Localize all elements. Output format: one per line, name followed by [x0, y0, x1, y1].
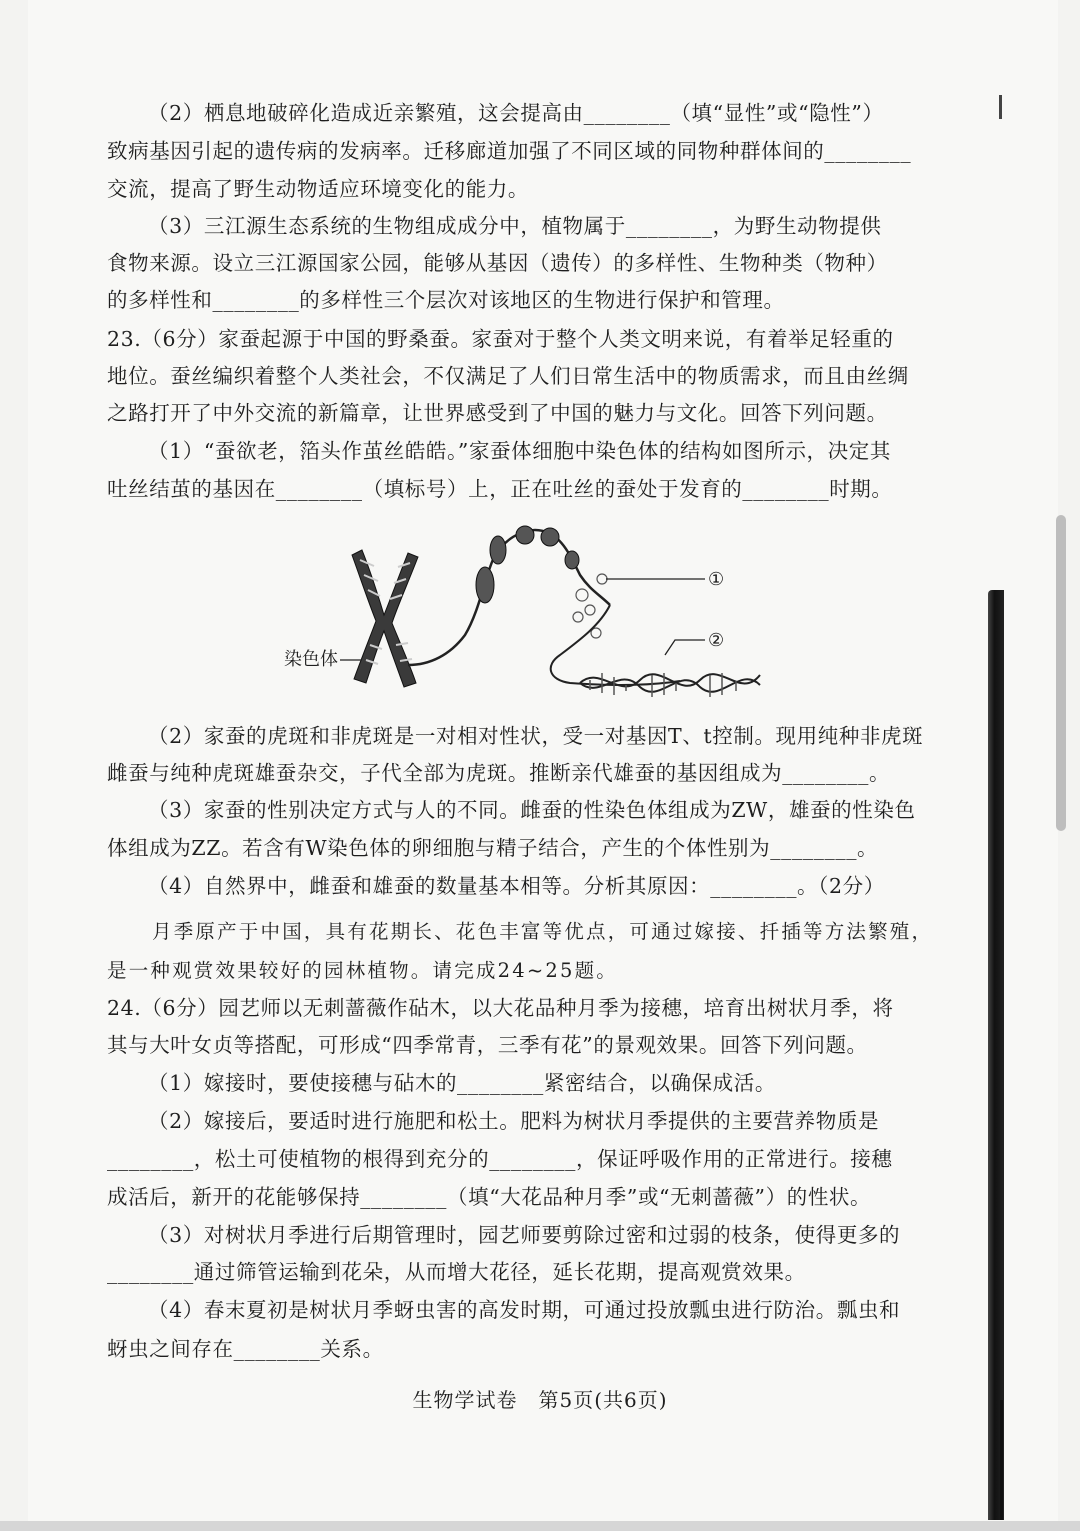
chromosome-structure-figure — [280, 515, 780, 705]
label-chromosome: 染色体 — [284, 649, 338, 670]
page-edge-mark — [999, 95, 1002, 119]
intro-line-1: 月季原产于中国，具有花期长、花色丰富等优点，可通过嫁接、扦插等方法繁殖， — [152, 920, 934, 943]
q22-2-line-2: 致病基因引起的遗传病的发病率。迁移廊道加强了不同区域的同物种群体间的________ — [107, 139, 912, 163]
q22-3-line-2: 食物来源。设立三江源国家公园，能够从基因（遗传）的多样性、生物种类（物种） — [107, 251, 888, 275]
q23-3-line-2: 体组成为ZZ。若含有W染色体的卵细胞与精子结合，产生的个体性别为________。 — [107, 836, 879, 860]
page-edge-shadow — [988, 590, 1004, 1520]
q22-2-line-3: 交流，提高了野生动物适应环境变化的能力。 — [107, 177, 529, 201]
q24-stem-line-2: 其与大叶女贞等搭配，可形成“四季常青，三季有花”的景观效果。回答下列问题。 — [107, 1033, 868, 1057]
q24-3-line-1: （3）对树状月季进行后期管理时，园艺师要剪除过密和过弱的枝条，使得更多的 — [148, 1223, 901, 1247]
bottom-bar — [0, 1521, 1080, 1531]
scrollbar-thumb[interactable] — [1056, 515, 1066, 831]
q23-1-line-1: （1）“蚕欲老，箔头作茧丝皓皓。”家蚕体细胞中染色体的结构如图所示，决定其 — [148, 439, 891, 463]
q24-1-line: （1）嫁接时，要使接穗与砧木的________紧密结合，以确保成活。 — [148, 1071, 776, 1095]
q23-stem-line-2: 地位。蚕丝编织着整个人类社会，不仅满足了人们日常生活中的物质需求，而且由丝绸 — [107, 364, 909, 388]
q23-stem-line-1: 23.（6分）家蚕起源于中国的野桑蚕。家蚕对于整个人类文明来说，有着举足轻重的 — [107, 327, 894, 351]
chromosome-x-shape — [352, 550, 418, 687]
label-marker-1: ① — [708, 569, 725, 590]
q23-3-line-1: （3）家蚕的性别决定方式与人的不同。雌蚕的性染色体组成为ZW，雄蚕的性染色 — [148, 798, 916, 822]
q24-4-line-2: 蚜虫之间存在________关系。 — [107, 1337, 384, 1361]
page-edge-line — [1000, 1400, 1003, 1520]
q23-stem-line-3: 之路打开了中外交流的新篇章，让世界感受到了中国的魅力与文化。回答下列问题。 — [107, 401, 888, 425]
q22-3-line-1: （3）三江源生态系统的生物组成成分中，植物属于________，为野生动物提供 — [148, 214, 882, 238]
q24-stem-line-1: 24.（6分）园艺师以无刺蔷薇作砧木，以大花品种月季为接穗，培育出树状月季，将 — [107, 996, 894, 1020]
q23-2-line-1: （2）家蚕的虎斑和非虎斑是一对相对性状，受一对基因T、t控制。现用纯种非虎斑 — [148, 724, 924, 748]
q24-4-line-1: （4）春末夏初是树状月季蚜虫害的高发时期，可通过投放瓢虫进行防治。瓢虫和 — [148, 1298, 901, 1322]
q24-2-line-3: 成活后，新开的花能够保持________（填“大花品种月季”或“无刺蔷薇”）的性状。 — [107, 1185, 872, 1209]
q23-1-line-2: 吐丝结茧的基因在________（填标号）上，正在吐丝的蚕处于发育的________时期。 — [107, 477, 893, 501]
q24-2-line-1: （2）嫁接后，要适时进行施肥和松土。肥料为树状月季提供的主要营养物质是 — [148, 1109, 880, 1133]
intro-line-2: 是一种观赏效果较好的园林植物。请完成24~25题。 — [107, 959, 618, 982]
label-marker-2: ② — [708, 630, 725, 651]
q22-2-line-1: （2）栖息地破碎化造成近亲繁殖，这会提高由________（填“显性”或“隐性”） — [148, 101, 884, 125]
q24-2-line-2: ________，松土可使植物的根得到充分的________，保证呼吸作用的正常进行。接穗 — [107, 1147, 893, 1171]
q24-3-line-2: ________通过筛管运输到花朵，从而增大花径，延长花期，提高观赏效果。 — [107, 1260, 806, 1284]
page-footer: 生物学试卷 第5页(共6页) — [412, 1388, 668, 1412]
q23-4-line: （4）自然界中，雌蚕和雄蚕的数量基本相等。分析其原因：________。（2分） — [148, 874, 885, 898]
q22-3-line-3: 的多样性和________的多样性三个层次对该地区的生物进行保护和管理。 — [107, 288, 785, 312]
q23-2-line-2: 雌蚕与纯种虎斑雄蚕杂交，子代全部为虎斑。推断亲代雄蚕的基因组成为________。 — [107, 761, 891, 785]
dna-double-helix — [580, 673, 760, 697]
